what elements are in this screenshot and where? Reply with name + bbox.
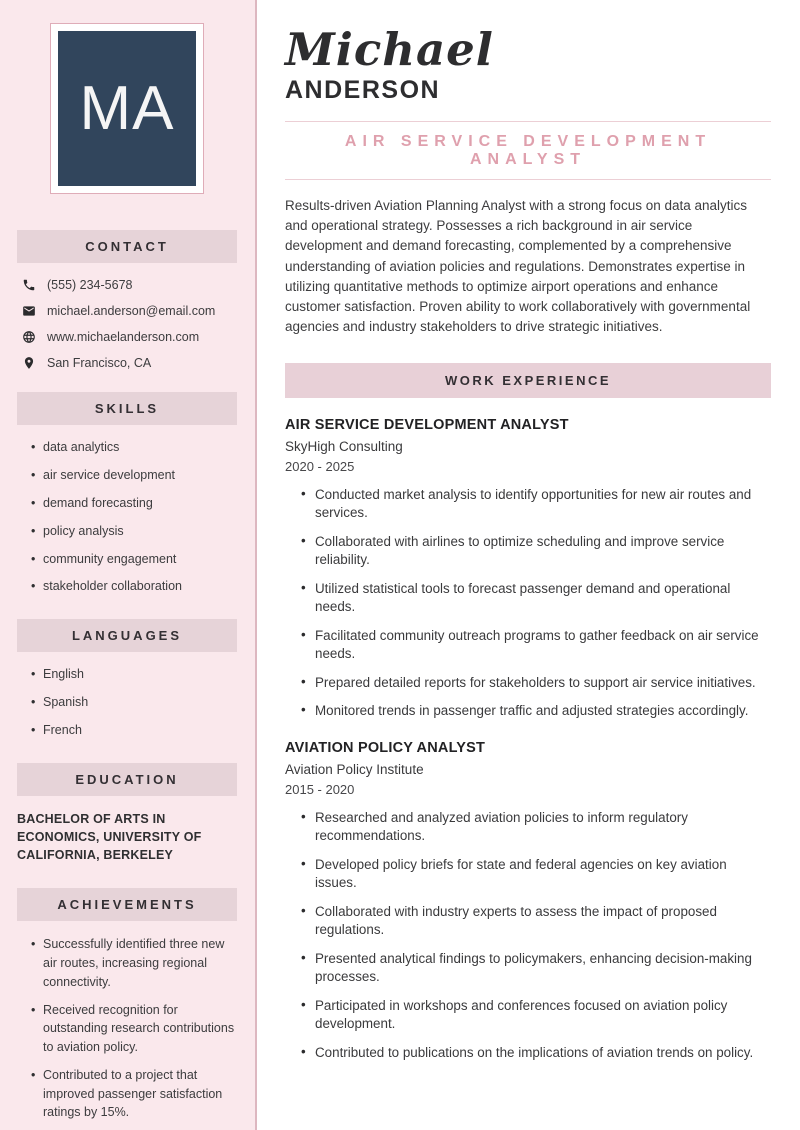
- job-bullet: • Contributed to publications on the implications of aviation trends on policy.: [301, 1044, 771, 1063]
- job-entry-1: [285, 417, 771, 721]
- last-name: ANDERSON: [285, 75, 441, 104]
- divider: [285, 179, 771, 180]
- achievements-heading: ACHIEVEMENTS: [17, 888, 237, 921]
- location-pin-icon: [22, 356, 36, 370]
- contact-heading: CONTACT: [17, 230, 237, 263]
- first-name: Michael: [285, 23, 494, 76]
- job-bullet: • Participated in workshops and conferences focused on aviation policy development.: [301, 997, 771, 1034]
- skills-heading: SKILLS: [17, 392, 237, 425]
- job-bullet: • Presented analytical findings to policymakers, enhancing decision-making processes.: [301, 950, 771, 987]
- work-experience-heading: WORK EXPERIENCE: [285, 363, 771, 398]
- language-item: • Spanish: [31, 694, 237, 711]
- job-bullet: • Collaborated with industry experts to assess the impact of proposed regulations.: [301, 903, 771, 940]
- skills-list: [17, 439, 237, 595]
- job-bullet: • Developed policy briefs for state and federal agencies on key aviation issues.: [301, 856, 771, 893]
- job-company: SkyHigh Consulting: [285, 438, 403, 454]
- contact-list: [17, 278, 237, 370]
- job-bullet-list: [285, 809, 771, 1063]
- skill-item: • demand forecasting: [31, 495, 237, 512]
- envelope-icon: [22, 304, 36, 318]
- globe-icon: [22, 330, 36, 344]
- job-bullet: • Prepared detailed reports for stakeholders to support air service initiatives.: [301, 674, 771, 693]
- skills-section: [17, 392, 237, 595]
- language-item: • French: [31, 722, 237, 739]
- job-bullet: • Conducted market analysis to identify opportunities for new air routes and services.: [301, 486, 771, 523]
- job-dates: 2020 - 2025: [285, 458, 355, 474]
- job-dates: 2015 - 2020: [285, 781, 355, 797]
- header: [285, 24, 771, 180]
- summary-text: Results-driven Aviation Planning Analyst with a strong focus on data analytics and operational strategy. Possesses a rich background in air service development and demand forecasting, complemented by a comprehensive understanding of aviation policies and regulations. Demonstrates expertise in utilizing quantitative methods to optimize airport operations and enhance customer satisfaction. Proven ability to work collaboratively with governmental agencies and industry stakeholders to drive strategic initiatives.: [285, 197, 751, 335]
- contact-section: [17, 230, 237, 370]
- job-bullet: • Utilized statistical tools to forecast passenger demand and operational needs.: [301, 580, 771, 617]
- languages-heading: LANGUAGES: [17, 619, 237, 652]
- achievements-section: [17, 888, 237, 1122]
- job-bullet-list: [285, 486, 771, 721]
- languages-list: [17, 666, 237, 739]
- job-title: AVIATION POLICY ANALYST: [285, 739, 486, 756]
- job-title: AIR SERVICE DEVELOPMENT ANALYST: [285, 416, 569, 433]
- contact-phone-text: (555) 234-5678: [47, 278, 133, 292]
- education-heading: EDUCATION: [17, 763, 237, 796]
- achievements-list: [17, 935, 237, 1122]
- contact-item-website: [17, 330, 237, 344]
- achievement-item: • Received recognition for outstanding research contributions to aviation policy.: [31, 1001, 237, 1057]
- skill-item: • data analytics: [31, 439, 237, 456]
- education-section: [17, 763, 237, 864]
- monogram: MA: [58, 31, 196, 186]
- achievement-item: • Successfully identified three new air routes, increasing regional connectivity.: [31, 935, 237, 991]
- contact-item-email: [17, 304, 237, 318]
- contact-location-text: San Francisco, CA: [47, 356, 152, 370]
- sidebar: [0, 0, 257, 1130]
- phone-icon: [22, 278, 36, 292]
- contact-website-text: www.michaelanderson.com: [47, 330, 200, 344]
- job-bullet: • Facilitated community outreach programs to gather feedback on air service needs.: [301, 627, 771, 664]
- skill-item: • community engagement: [31, 551, 237, 568]
- achievement-item: • Contributed to a project that improved passenger satisfaction ratings by 15%.: [31, 1066, 237, 1122]
- contact-item-phone: [17, 278, 237, 292]
- main-column: [257, 0, 800, 1130]
- job-bullet: • Collaborated with airlines to optimize scheduling and improve service reliability.: [301, 533, 771, 570]
- language-item: • English: [31, 666, 237, 683]
- job-bullet: • Monitored trends in passenger traffic and adjusted strategies accordingly.: [301, 702, 771, 721]
- languages-section: [17, 619, 237, 739]
- education-degree: BACHELOR OF ARTS IN ECONOMICS, UNIVERSITY OF CALIFORNIA, BERKELEY: [17, 811, 202, 863]
- skill-item: • air service development: [31, 467, 237, 484]
- contact-email-text: michael.anderson@email.com: [47, 304, 216, 318]
- skill-item: • stakeholder collaboration: [31, 578, 237, 595]
- job-company: Aviation Policy Institute: [285, 761, 424, 777]
- contact-item-location: [17, 356, 237, 370]
- skill-item: • policy analysis: [31, 523, 237, 540]
- role-title: AIR SERVICE DEVELOPMENT ANALYST: [344, 132, 712, 168]
- monogram-card: [50, 23, 204, 194]
- job-entry-2: [285, 740, 771, 1063]
- job-bullet: • Researched and analyzed aviation policies to inform regulatory recommendations.: [301, 809, 771, 846]
